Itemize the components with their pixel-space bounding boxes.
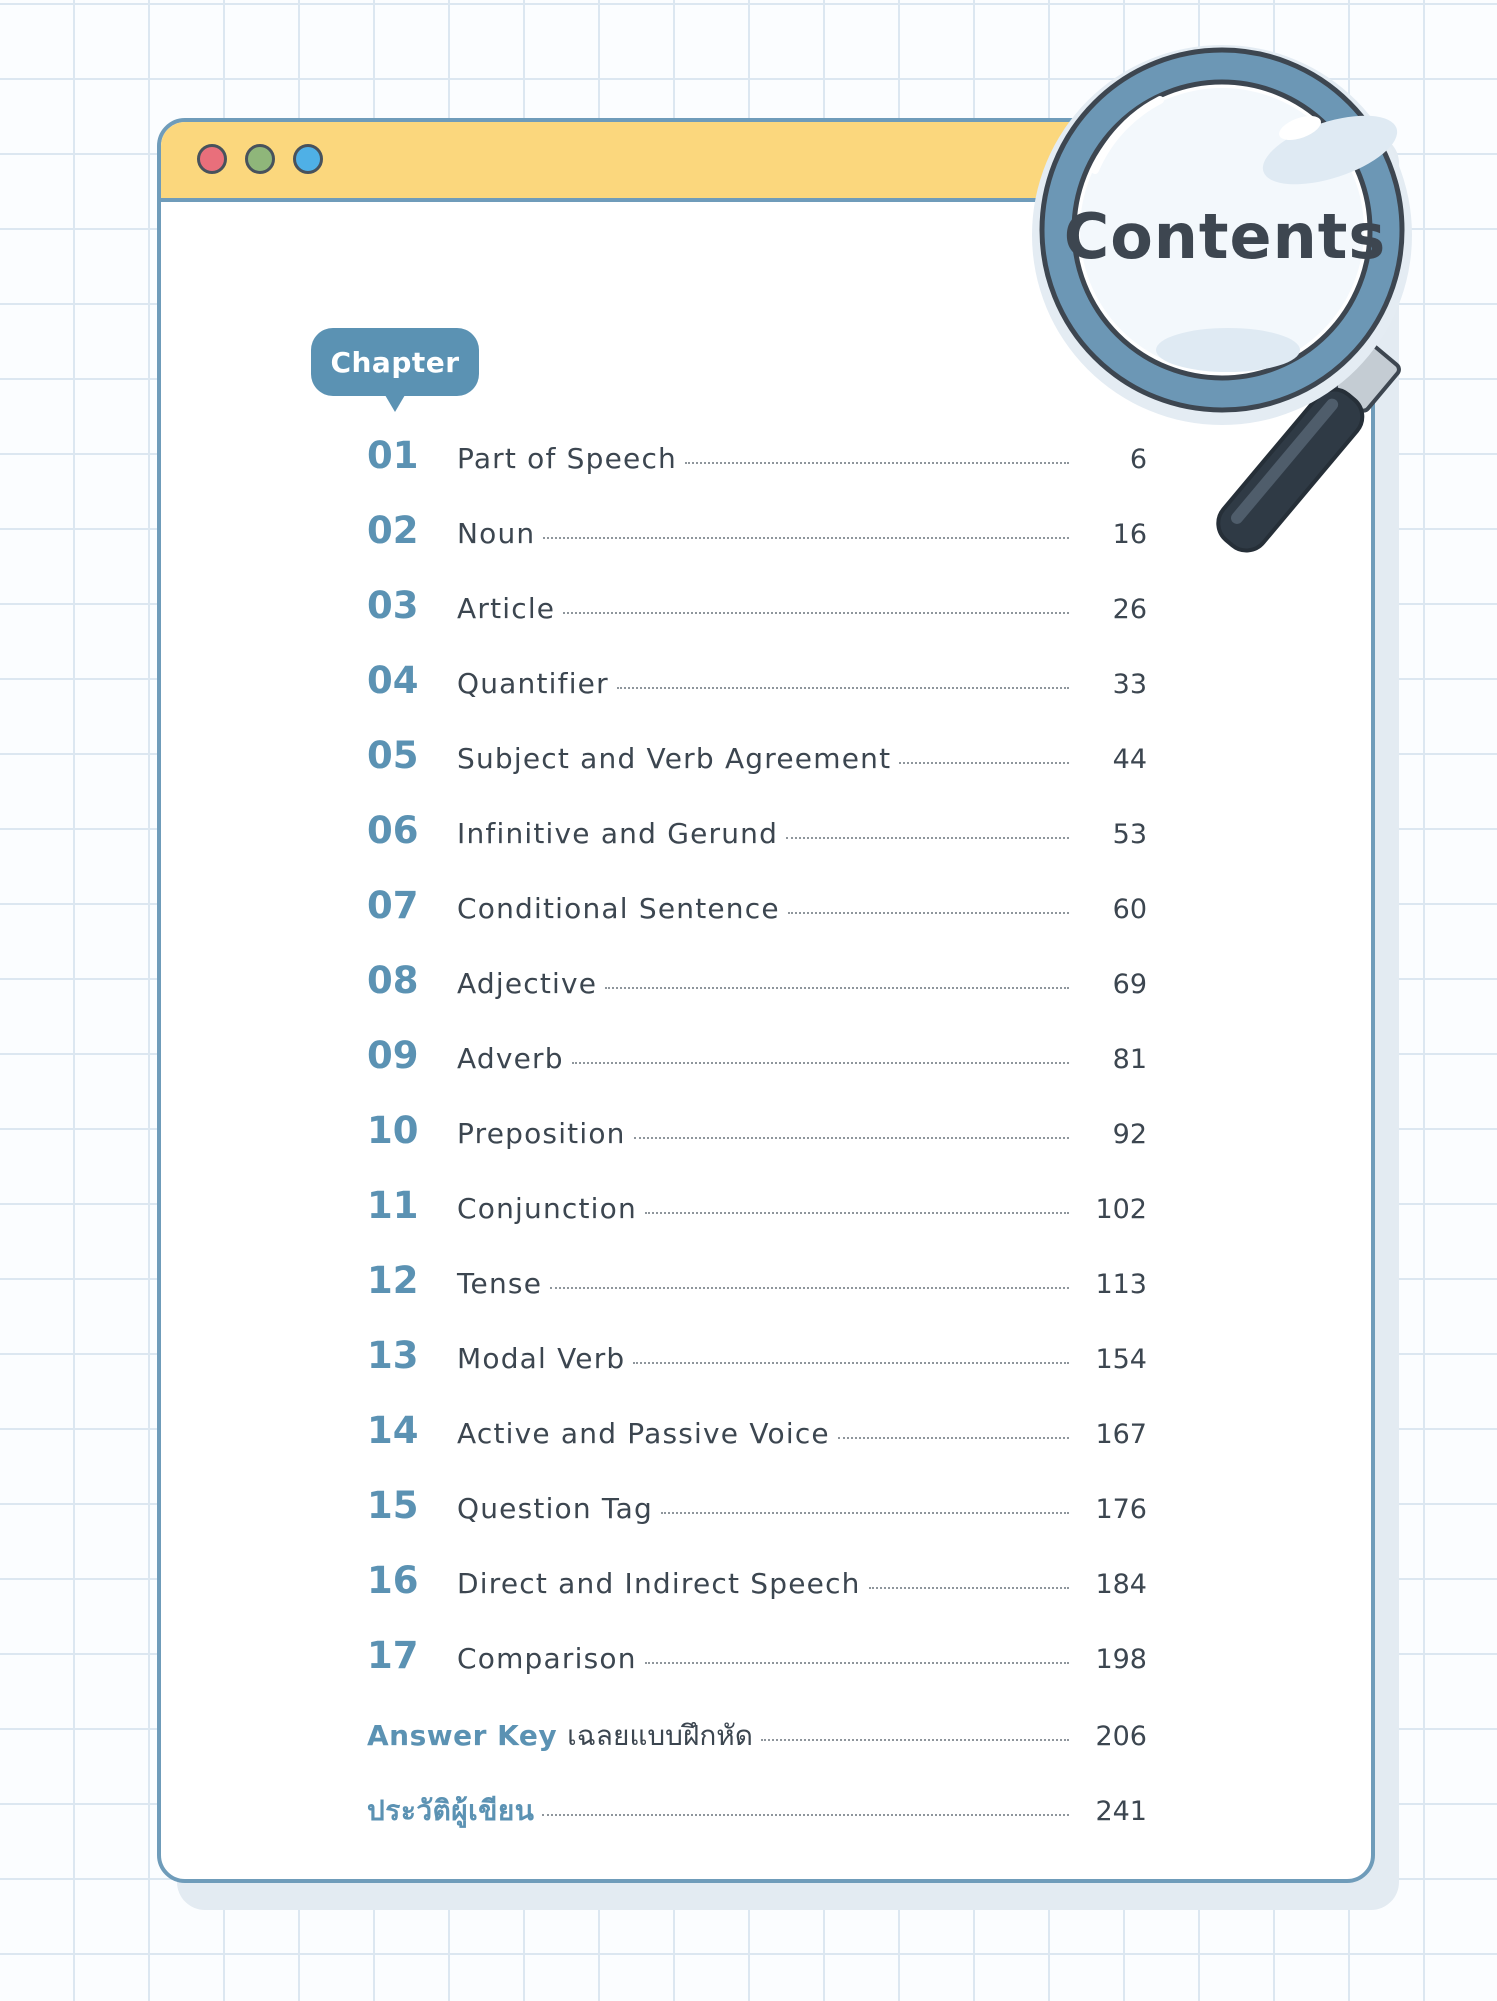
toc-row-10[interactable]	[367, 1109, 1147, 1169]
red-window-dot-icon	[197, 144, 227, 174]
chapter-number: 02	[367, 509, 419, 552]
page-number: 26	[1112, 594, 1147, 625]
chapter-title: Question Tag	[457, 1492, 653, 1525]
page-number: 92	[1112, 1119, 1147, 1150]
answer-key-thai-label: เฉลยแบบฝึกหัด	[567, 1719, 753, 1752]
green-window-dot-icon	[245, 144, 275, 174]
toc-row-11[interactable]	[367, 1184, 1147, 1244]
page-number: 198	[1095, 1644, 1147, 1675]
dot-leader	[786, 837, 1069, 839]
chapter-title: Conditional Sentence	[457, 892, 780, 925]
chapter-number: 07	[367, 884, 419, 927]
chapter-number: 04	[367, 659, 419, 702]
chapter-title: Direct and Indirect Speech	[457, 1567, 861, 1600]
dot-leader	[563, 612, 1069, 614]
chapter-title: Subject and Verb Agreement	[457, 742, 892, 775]
chapter-number: 13	[367, 1334, 419, 1377]
chapter-title: Comparison	[457, 1642, 637, 1675]
page-number: 184	[1095, 1569, 1147, 1600]
author-bio-label: ประวัติผู้เขียน	[367, 1794, 535, 1827]
dot-leader	[543, 537, 1069, 539]
page-number: 241	[1095, 1796, 1147, 1827]
chapter-number: 16	[367, 1559, 419, 1602]
page-number: 102	[1095, 1194, 1147, 1225]
page-number: 206	[1095, 1721, 1147, 1752]
toc-row-08[interactable]	[367, 959, 1147, 1019]
dot-leader	[869, 1587, 1069, 1589]
page-number: 69	[1112, 969, 1147, 1000]
chapter-title: Tense	[457, 1267, 543, 1300]
page-number: 53	[1112, 819, 1147, 850]
toc-row-answer-key[interactable]	[367, 1714, 1147, 1764]
chapter-number: 17	[367, 1634, 419, 1677]
page-number: 176	[1095, 1494, 1147, 1525]
page-number: 6	[1129, 444, 1147, 475]
dot-leader	[645, 1212, 1069, 1214]
chapter-number: 01	[367, 434, 419, 477]
page-number: 167	[1095, 1419, 1147, 1450]
chapter-title: Article	[457, 592, 556, 625]
chapter-number: 11	[367, 1184, 419, 1227]
dot-leader	[761, 1739, 1069, 1741]
page-number: 154	[1095, 1344, 1147, 1375]
page-number: 60	[1112, 894, 1147, 925]
chapter-title: Conjunction	[457, 1192, 637, 1225]
page-number: 81	[1112, 1044, 1147, 1075]
chapter-title: Preposition	[457, 1117, 626, 1150]
toc-row-17[interactable]	[367, 1634, 1147, 1694]
magnifying-glass-icon	[1000, 20, 1497, 580]
toc-row-06[interactable]	[367, 809, 1147, 869]
chapter-number: 12	[367, 1259, 419, 1302]
chapter-badge: Chapter	[311, 328, 479, 396]
dot-leader	[899, 762, 1069, 764]
chapter-title: Infinitive and Gerund	[457, 817, 779, 850]
dot-leader	[542, 1814, 1069, 1816]
toc-row-05[interactable]	[367, 734, 1147, 794]
chapter-title: Adjective	[457, 967, 598, 1000]
chapter-number: 10	[367, 1109, 419, 1152]
toc-row-07[interactable]	[367, 884, 1147, 944]
page-title: Contents	[1063, 200, 1387, 273]
chapter-title: Modal Verb	[457, 1342, 626, 1375]
toc-row-03[interactable]	[367, 584, 1147, 644]
chapter-number: 09	[367, 1034, 419, 1077]
chapter-number: 03	[367, 584, 419, 627]
dot-leader	[633, 1362, 1069, 1364]
dot-leader	[838, 1437, 1069, 1439]
chapter-number: 06	[367, 809, 419, 852]
dot-leader	[550, 1287, 1069, 1289]
chapter-number: 08	[367, 959, 419, 1002]
dot-leader	[617, 687, 1069, 689]
toc-row-13[interactable]	[367, 1334, 1147, 1394]
chapter-title: Active and Passive Voice	[457, 1417, 830, 1450]
chapter-title: Quantifier	[457, 667, 609, 700]
dot-leader	[634, 1137, 1069, 1139]
chapter-number: 15	[367, 1484, 419, 1527]
answer-key-label: Answer Key	[367, 1719, 558, 1752]
chapter-number: 14	[367, 1409, 419, 1452]
toc-row-12[interactable]	[367, 1259, 1147, 1319]
toc-row-16[interactable]	[367, 1559, 1147, 1619]
dot-leader	[572, 1062, 1069, 1064]
toc-row-15[interactable]	[367, 1484, 1147, 1544]
chapter-title: Part of Speech	[457, 442, 678, 475]
blue-window-dot-icon	[293, 144, 323, 174]
toc-row-14[interactable]	[367, 1409, 1147, 1469]
chapter-title: Adverb	[457, 1042, 564, 1075]
dot-leader	[605, 987, 1069, 989]
dot-leader	[661, 1512, 1069, 1514]
page-number: 16	[1112, 519, 1147, 550]
toc-row-author-bio[interactable]	[367, 1789, 1147, 1839]
dot-leader	[645, 1662, 1069, 1664]
page-number: 113	[1095, 1269, 1147, 1300]
toc-row-09[interactable]	[367, 1034, 1147, 1094]
page-number: 33	[1112, 669, 1147, 700]
chapter-number: 05	[367, 734, 419, 777]
chapter-title: Noun	[457, 517, 536, 550]
dot-leader	[788, 912, 1069, 914]
toc-row-04[interactable]	[367, 659, 1147, 719]
page-number: 44	[1112, 744, 1147, 775]
